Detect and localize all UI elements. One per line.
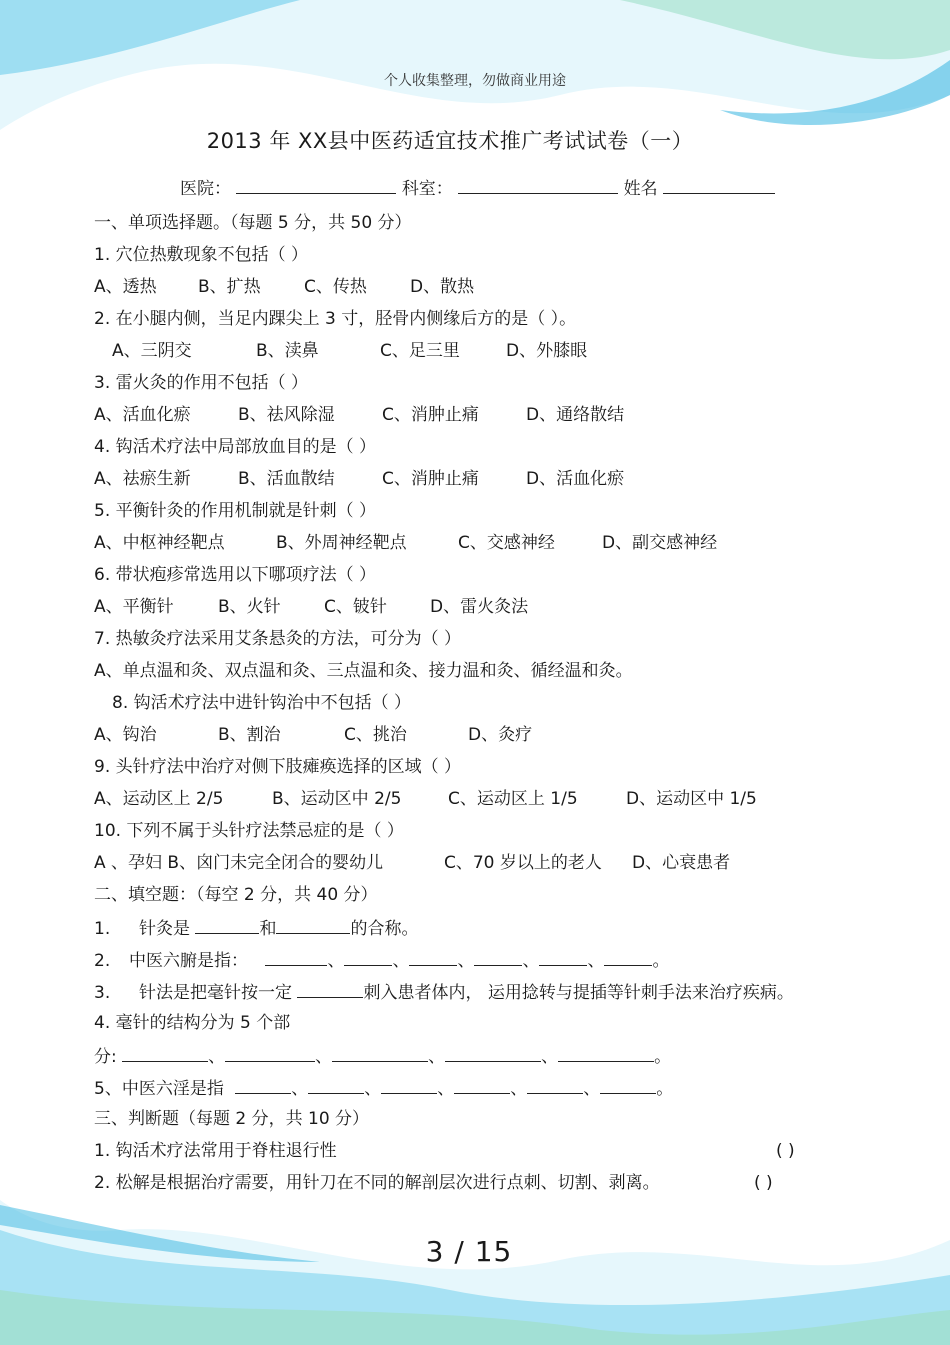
answer-blank[interactable] xyxy=(409,948,457,966)
option-a[interactable]: A、运动区上 2/5 xyxy=(94,789,224,809)
question-stem: 5. 平衡针灸的作用机制就是针刺（ ） xyxy=(94,501,377,521)
answer-blank[interactable] xyxy=(600,1076,656,1094)
hospital-label: 医院： xyxy=(180,179,231,199)
option-d[interactable]: D、运动区中 1/5 xyxy=(626,789,757,809)
answer-blank[interactable] xyxy=(276,916,350,934)
document-title: 2013 年 XX县中医药适宜技术推广考试试卷（一） xyxy=(206,129,694,153)
question-text: 的合称。 xyxy=(350,919,419,939)
option-c[interactable]: C、铍针 xyxy=(324,597,387,617)
fill-question-1 xyxy=(94,916,418,940)
answer-blank[interactable] xyxy=(558,1044,654,1062)
question-text: 分: xyxy=(94,1047,117,1067)
name-field[interactable] xyxy=(663,176,775,194)
answer-blank[interactable] xyxy=(527,1076,583,1094)
option-b[interactable]: B、外周神经靶点 xyxy=(276,533,407,553)
option-d[interactable]: D、雷火灸法 xyxy=(430,597,529,617)
name-label: 姓名 xyxy=(623,179,658,199)
option-d[interactable]: D、副交感神经 xyxy=(602,533,718,553)
option-c[interactable]: C、消肿止痛 xyxy=(382,469,479,489)
option-c[interactable]: C、消肿止痛 xyxy=(382,405,479,425)
question-stem: 3. 雷火灸的作用不包括（ ） xyxy=(94,373,309,393)
question-text: 和 xyxy=(259,919,277,939)
option-b[interactable]: B、割治 xyxy=(218,725,281,745)
question-stem: 1. 穴位热敷现象不包括（ ） xyxy=(94,245,309,265)
answer-blank[interactable] xyxy=(604,948,652,966)
option-b[interactable]: B、渎鼻 xyxy=(256,341,319,361)
question-text: 针灸是 xyxy=(139,919,191,939)
option-d[interactable]: D、灸疗 xyxy=(468,725,533,745)
option-a[interactable]: A、透热 xyxy=(94,277,157,297)
judge-answer-box[interactable]: ( ) xyxy=(776,1141,795,1161)
question-number: 1. xyxy=(94,919,111,939)
option-d[interactable]: D、活血化瘀 xyxy=(526,469,625,489)
judge-item-text: 2. 松解是根据治疗需要，用针刀在不同的解剖层次进行点刺、切割、剥离。 xyxy=(94,1173,660,1193)
option-a[interactable]: A、中枢神经靶点 xyxy=(94,533,225,553)
fill-question-4-blanks: 分: 、 、 、 、 。 xyxy=(94,1044,671,1068)
question-number: 3. xyxy=(94,983,111,1003)
header-fields xyxy=(180,176,775,200)
option-b[interactable]: B、活血散结 xyxy=(238,469,335,489)
answer-blank[interactable] xyxy=(539,948,587,966)
fill-question-3 xyxy=(94,980,794,1004)
question-stem: 6. 带状疱疹常选用以下哪项疗法（ ） xyxy=(94,565,377,585)
answer-blank[interactable] xyxy=(454,1076,510,1094)
section3-heading: 三、判断题（每题 2 分，共 10 分） xyxy=(94,1109,370,1129)
option-c[interactable]: C、足三里 xyxy=(380,341,460,361)
answer-blank[interactable] xyxy=(225,1044,315,1062)
option-c[interactable]: C、70 岁以上的老人 xyxy=(444,853,602,873)
option-c[interactable]: C、传热 xyxy=(304,277,367,297)
option-b[interactable]: B、扩热 xyxy=(198,277,261,297)
question-stem: 7. 热敏灸疗法采用艾条悬灸的方法，可分为（ ） xyxy=(94,629,462,649)
option-b[interactable]: B、祛风除湿 xyxy=(238,405,335,425)
question-text: 5、中医六淫是指 xyxy=(94,1079,224,1099)
watermark: 个人收集整理，勿做商业用途 xyxy=(384,73,566,89)
answer-blank[interactable] xyxy=(122,1044,208,1062)
hospital-field[interactable] xyxy=(236,176,396,194)
answer-blank[interactable] xyxy=(474,948,522,966)
option-a[interactable]: A、活血化瘀 xyxy=(94,405,191,425)
question-text: 针法是把毫针按一定 xyxy=(139,983,293,1003)
answer-blank[interactable] xyxy=(297,980,363,998)
option-b[interactable]: B、运动区中 2/5 xyxy=(272,789,402,809)
option-a[interactable]: A、单点温和灸、双点温和灸、三点温和灸、接力温和灸、循经温和灸。 xyxy=(94,661,633,681)
option-d[interactable]: D、外膝眼 xyxy=(506,341,588,361)
option-d[interactable]: D、散热 xyxy=(410,277,475,297)
option-a[interactable]: A、三阴交 xyxy=(112,341,192,361)
answer-blank[interactable] xyxy=(344,948,392,966)
option-d[interactable]: D、心衰患者 xyxy=(632,853,731,873)
page-number: 3 / 15 xyxy=(425,1235,513,1268)
section1-heading: 一、单项选择题。（每题 5 分，共 50 分） xyxy=(94,213,412,233)
option-c[interactable]: C、运动区上 1/5 xyxy=(448,789,578,809)
fill-question-4-stem: 4. 毫针的结构分为 5 个部 xyxy=(94,1013,291,1033)
question-stem: 10. 下列不属于头针疗法禁忌症的是（ ） xyxy=(94,821,404,841)
question-text: 中医六腑是指： xyxy=(129,951,249,971)
question-text: 刺入患者体内， 运用捻转与提插等针刺手法来治疗疾病。 xyxy=(363,983,794,1003)
option-a[interactable]: A、祛瘀生新 xyxy=(94,469,191,489)
department-label: 科室： xyxy=(401,179,453,199)
question-stem: 9. 头针疗法中治疗对侧下肢瘫痪选择的区域（ ） xyxy=(94,757,462,777)
option-c[interactable]: C、交感神经 xyxy=(458,533,555,553)
option-c[interactable]: C、挑治 xyxy=(344,725,407,745)
option-d[interactable]: D、通络散结 xyxy=(526,405,625,425)
judge-answer-box[interactable]: ( ) xyxy=(754,1173,773,1193)
question-number: 2. xyxy=(94,951,111,971)
answer-blank[interactable] xyxy=(235,1076,291,1094)
judge-item-text: 1. 钩活术疗法常用于脊柱退行性 xyxy=(94,1141,337,1161)
fill-question-2: 2. 中医六腑是指： 、 、 、 、 、 。 xyxy=(94,948,669,972)
section2-heading: 二、填空题：（每空 2 分，共 40 分） xyxy=(94,885,378,905)
answer-blank[interactable] xyxy=(308,1076,364,1094)
fill-question-5: 5、中医六淫是指 、 、 、 、 、 。 xyxy=(94,1076,673,1100)
option-ab[interactable]: A 、孕妇 B、囟门未完全闭合的婴幼儿 xyxy=(94,853,384,873)
question-stem: 4. 钩活术疗法中局部放血目的是（ ） xyxy=(94,437,377,457)
option-b[interactable]: B、火针 xyxy=(218,597,281,617)
answer-blank[interactable] xyxy=(265,948,327,966)
answer-blank[interactable] xyxy=(332,1044,428,1062)
option-a[interactable]: A、平衡针 xyxy=(94,597,174,617)
answer-blank[interactable] xyxy=(195,916,259,934)
department-field[interactable] xyxy=(458,176,618,194)
answer-blank[interactable] xyxy=(445,1044,541,1062)
answer-blank[interactable] xyxy=(381,1076,437,1094)
question-stem: 8. 钩活术疗法中进针钩治中不包括（ ） xyxy=(112,693,412,713)
option-a[interactable]: A、钩治 xyxy=(94,725,157,745)
question-stem: 2. 在小腿内侧，当足内踝尖上 3 寸，胫骨内侧缘后方的是（ ）。 xyxy=(94,309,577,329)
